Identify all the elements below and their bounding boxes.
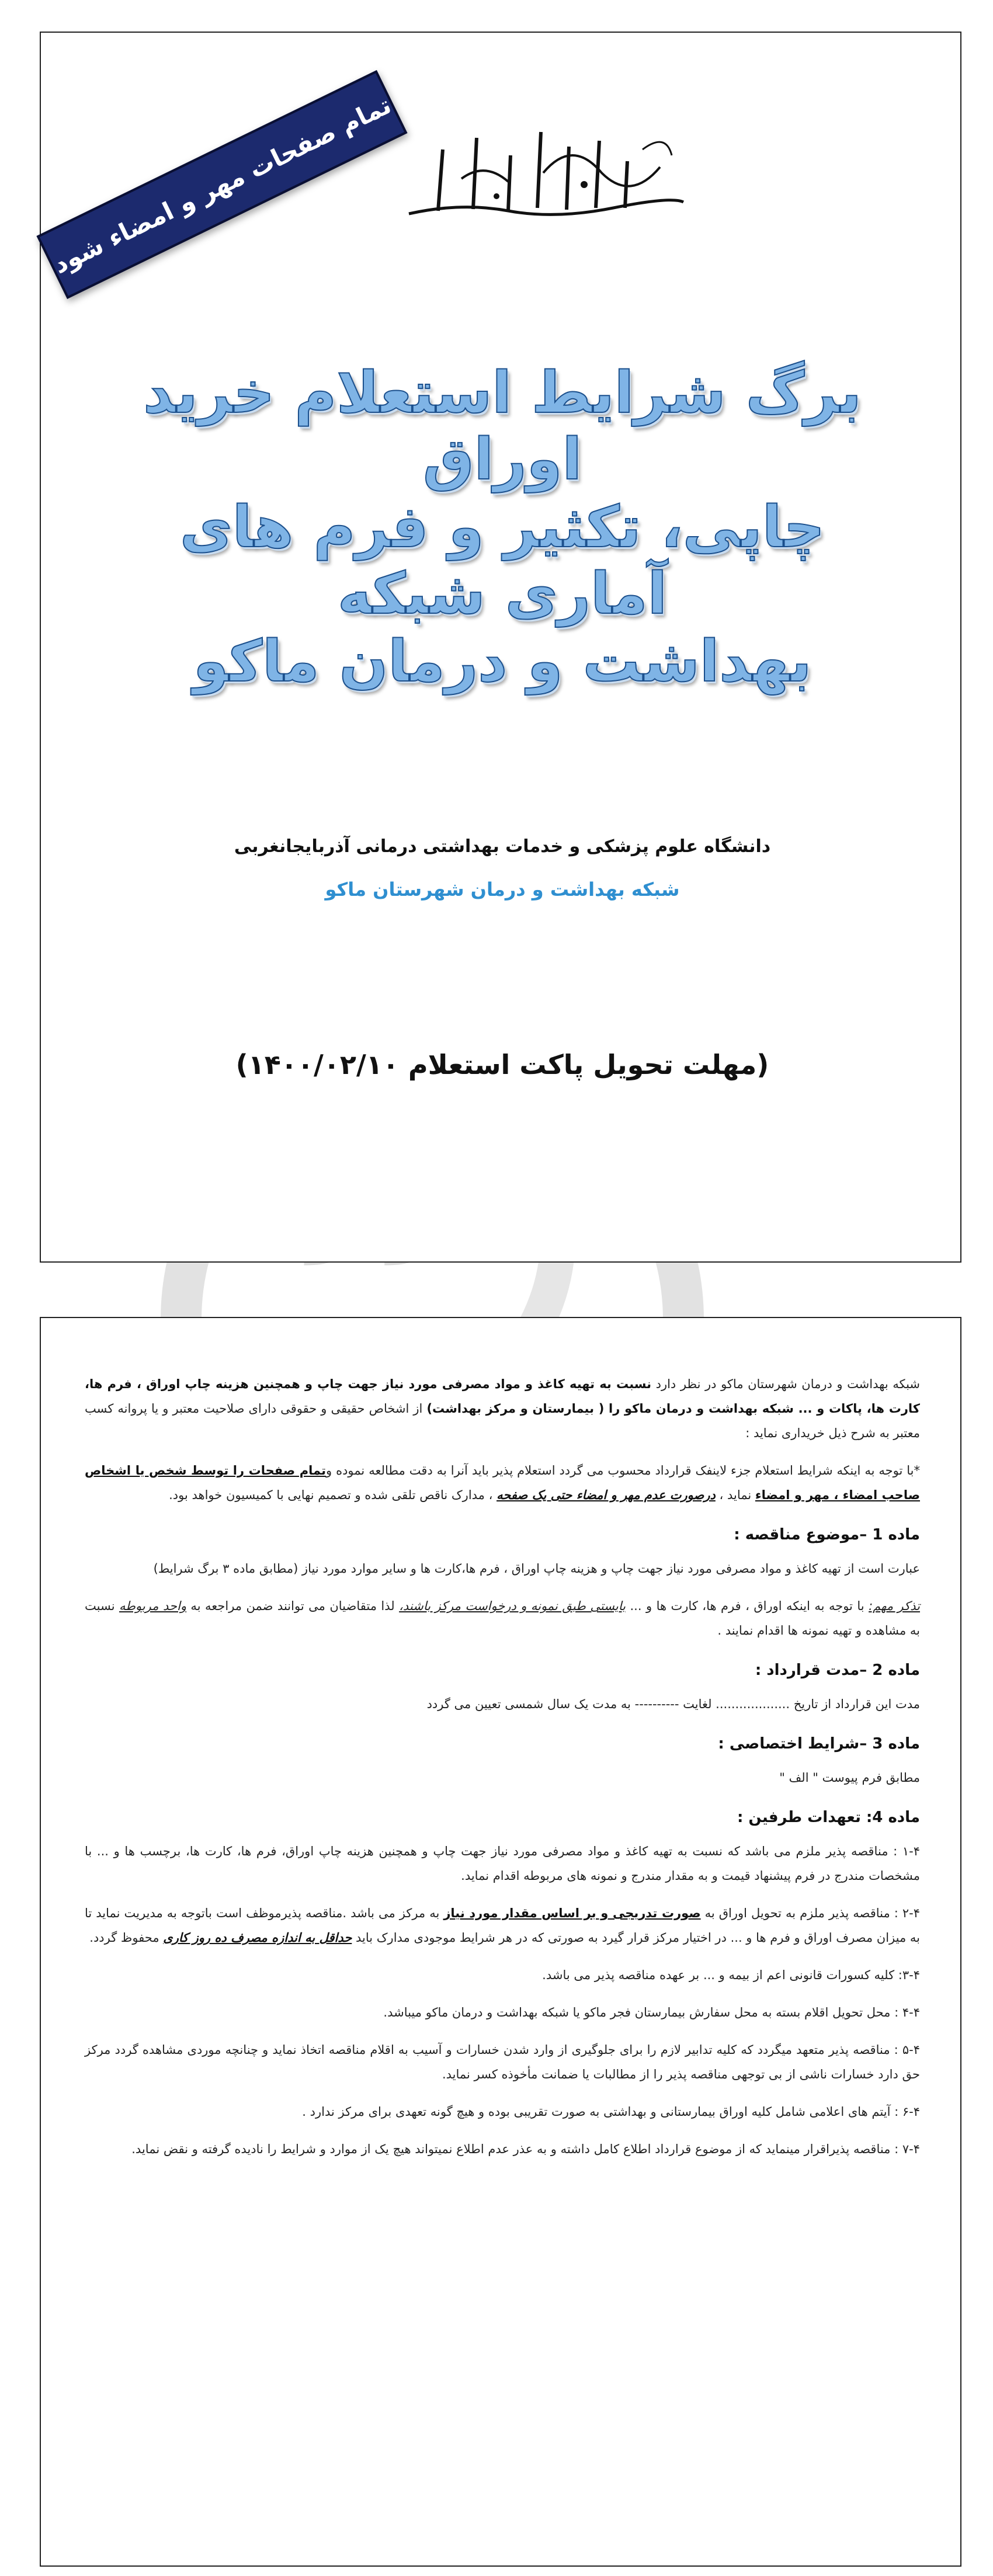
bismillah-calligraphy xyxy=(391,114,695,237)
conditions-page xyxy=(40,1317,961,2567)
article2-text: مدت این قرارداد از تاریخ ................... لغایت ---------- به مدت یک سال شمسی تعیین می گردد xyxy=(426,1697,920,1711)
clause-4-2-text-end: محفوظ گردد. xyxy=(89,1931,164,1945)
article2-heading: ماده 2 –مدت قرارداد : xyxy=(755,1661,920,1679)
intro-paragraph xyxy=(85,1372,920,1445)
clause-4-6: ۶-۴ : آیتم های اعلامی شامل کلیه اوراق بیمارستانی و بهداشتی به صورت تقریبی بوده و هیچ گونه تعهدی برای مرکز ندارد . xyxy=(302,2105,920,2119)
clause-4-2-text: ۲-۴ : مناقصه پذیر ملزم به تحویل اوراق به xyxy=(700,1906,920,1920)
reminder-unit: واحد مربوطه xyxy=(119,1599,186,1613)
note-text: *با توجه به اینکه شرایط استعلام جزء لاینفک قرارداد محسوب می گردد استعلام پذیر باید آنرا به دقت مطالعه نموده و xyxy=(326,1463,920,1478)
submission-deadline: (مهلت تحویل پاکت استعلام ۱۴۰۰/۰۲/۱۰) xyxy=(235,1049,769,1080)
cover-title-line-3: بهداشت و درمان ماکو xyxy=(193,628,812,695)
note-paragraph xyxy=(85,1458,920,1507)
stamp-notice-ribbon xyxy=(36,70,407,299)
network-name: شبکه بهداشت و درمان شهرستان ماکو xyxy=(325,878,680,901)
intro-subject: نسبت به تهیه کاغذ و مواد مصرفی مورد نیاز جهت چاپ و همچنین هزینه چاپ اوراق ، فرم ها، کارت ها، پاکات و ... شبکه بهداشت و درمان ماکو را ( بیمارستان و مرکز بهداشت) xyxy=(85,1377,921,1416)
clause-4-2-emphasis: صورت تدریجی و بر اساس مقدار مورد نیاز xyxy=(443,1906,701,1920)
reminder-text: با توجه به اینکه اوراق ، فرم ها، کارت ها و ... xyxy=(626,1599,869,1613)
article1-heading: ماده 1 –موضوع مناقصه : xyxy=(734,1526,920,1543)
reminder-emphasis: بایستی طبق نمونه و درخواست مرکز باشند، xyxy=(399,1599,626,1613)
note-penalty: درصورت عدم مهر و امضاء حتی یک صفحه xyxy=(496,1488,716,1502)
article1-text: عبارت است از تهیه کاغذ و مواد مصرفی مورد نیاز جهت چاپ و هزینه چاپ اوراق ، فرم ها،کارت ها و سایر موارد مورد نیاز (مطابق ماده ۳ برگ شرایط) xyxy=(153,1562,920,1576)
intro-text-end: از اشخاص حقیقی و حقوقی دارای صلاحیت معتبر و یا پروانه کسب معتبر به شرح ذیل خریداری نماید : xyxy=(85,1402,920,1440)
note-text-end: ، مدارک ناقص تلقی شده و تصمیم نهایی با کمیسیون خواهد بود. xyxy=(169,1488,497,1502)
cover-title-line-2: چاپی، تکثیر و فرم های آماری شبکه xyxy=(179,494,825,627)
note-text-mid: نماید ، xyxy=(715,1488,755,1502)
reminder-label: تذکر مهم: xyxy=(869,1599,920,1613)
clause-4-5: ۵-۴ : مناقصه پذیر متعهد میگردد که کلیه تدابیر لازم را برای جلوگیری از وارد شدن خسارات و آسیب به اقلام مناقصه اتخاذ نماید و چنانچه موردی مشاهده گردد مرکز حق دارد خسارات ناشی از بی توجهی مناقصه پذیر را از مطالبات یا ضمانت مأخوذه کسر نماید. xyxy=(85,2043,920,2081)
cover-title-line-1: برگ شرایط استعلام خرید اوراق xyxy=(143,360,862,493)
university-name: دانشگاه علوم پزشکی و خدمات بهداشتی درمانی آذربایجانغربی xyxy=(234,836,771,857)
clause-4-2 xyxy=(85,1901,920,1950)
reminder-text-mid: لذا متقاضیان می توانند ضمن مراجعه به xyxy=(186,1599,400,1613)
reminder-paragraph xyxy=(85,1594,920,1643)
conditions-body xyxy=(85,1372,920,2174)
clause-4-7: ۷-۴ : مناقصه پذیراقرار مینماید که از موضوع قرارداد اطلاع کامل داشته و به عذر عدم اطلاع نمیتواند هیچ یک از موارد و شرایط را نادیده گرفته و نقض نماید. xyxy=(131,2142,920,2156)
clause-4-3: ۳-۴: کلیه کسورات قانونی اعم از بیمه و ... بر عهده مناقصه پذیر می باشد. xyxy=(542,1968,920,1982)
note-sign-requirement: تمام صفحات را توسط شخص یا اشخاص صاحب امضاء ، مهر و امضاء xyxy=(85,1463,920,1502)
clause-4-4: ۴-۴ : محل تحویل اقلام بسته به محل سفارش بیمارستان فجر ماکو یا شبکه بهداشت و درمان ماکو میباشد. xyxy=(383,2005,920,2019)
article3-text: مطابق فرم پیوست " الف " xyxy=(779,1771,920,1785)
cover-page xyxy=(40,32,961,1263)
intro-text: شبکه بهداشت و درمان شهرستان ماکو در نظر دارد xyxy=(651,1377,920,1391)
clause-4-2-minimum: حداقل به اندازه مصرف ده روز کاری xyxy=(163,1931,352,1945)
reminder-text-end: نسبت به مشاهده و تهیه نمونه ها اقدام نمایند . xyxy=(85,1599,920,1638)
article3-heading: ماده 3 –شرایط اختصاصی : xyxy=(718,1735,920,1753)
article4-heading: ماده 4: تعهدات طرفین : xyxy=(737,1809,920,1826)
stamp-notice-text: تمام صفحات مهر و امضاء شود xyxy=(48,90,395,279)
clause-4-1: ۱-۴ : مناقصه پذیر ملزم می باشد که نسبت به تهیه کاغذ و مواد مصرفی مورد نیاز جهت چاپ و همچنین هزینه چاپ اوراق، فرم ها، کارت ها، برچسب ها و ... با مشخصات مندرج در فرم پیشنهاد قیمت و به مقدار مندرج و نمونه های مربوطه اقدام نماید. xyxy=(85,1844,920,1883)
clause-4-2-text-mid: به مرکز می باشد .مناقصه پذیرموظف است باتوجه به مدیریت نماید تا به میزان مصرف اوراق و فرم ها و ... در اختیار مرکز قرار گیرد به صورتی که در هر شرایط موجودی مدارک باید xyxy=(85,1906,920,1945)
